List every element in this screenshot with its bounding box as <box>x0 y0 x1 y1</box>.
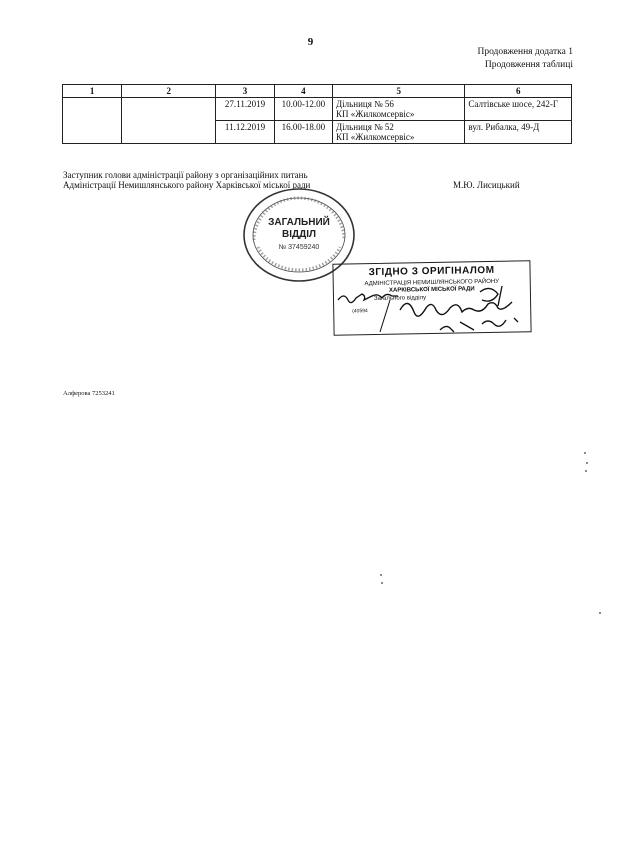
column-header: 5 <box>333 85 465 98</box>
site-org: КП «Жилкомсервіс» <box>336 109 415 119</box>
footer-note: Алферова 7253241 <box>63 390 115 397</box>
stamp-box-line1: АДМІНІСТРАЦІЯ НЕМИШЛЯНСЬКОГО РАЙОНУ <box>364 278 500 288</box>
stamp-box-line3: Загального відділу <box>373 295 427 303</box>
continuation-table: Продовження таблиці <box>484 60 573 70</box>
address-cell: Салтівське шосе, 242-Г <box>465 98 572 121</box>
date-cell: 27.11.2019 <box>216 98 274 121</box>
stamp-round-number: № 37459240 <box>278 244 320 251</box>
site-name: Дільниця № 52 <box>336 122 394 132</box>
stamp-round-line1: ЗАГАЛЬНИЙ <box>268 217 330 228</box>
column-header: 6 <box>465 85 572 98</box>
site-cell <box>333 121 465 144</box>
time-cell: 16.00-18.00 <box>274 121 332 144</box>
stamp-box-line2: ХАРКІВСЬКОЇ МІСЬКОЇ РАДИ <box>388 286 475 294</box>
column-header: 3 <box>216 85 274 98</box>
site-cell <box>333 98 465 121</box>
stamp-box-code: (40594 <box>352 308 368 315</box>
stamp-box-title: ЗГІДНО З ОРИГІНАЛОМ <box>368 264 495 279</box>
scan-speck <box>586 462 588 464</box>
handwritten-signature <box>330 280 540 340</box>
scan-speck <box>599 612 601 614</box>
table-header-row <box>63 85 572 98</box>
site-org: КП «Жилкомсервіс» <box>336 132 415 142</box>
scan-speck <box>380 574 382 576</box>
stamp-round-line2: ВІДДІЛ <box>281 229 317 240</box>
signatory-position-line1: Заступник голови адміністрації району з організаційних питань <box>63 170 308 180</box>
date-cell: 11.12.2019 <box>216 121 274 144</box>
time-cell: 10.00-12.00 <box>274 98 332 121</box>
column-header: 1 <box>63 85 122 98</box>
signatory-position-line2: Адміністрації Немишлянського району Харківської міської ради <box>63 180 311 190</box>
scan-speck <box>381 582 383 584</box>
address-cell: вул. Рибалка, 49-Д <box>465 121 572 144</box>
table-row <box>63 98 572 121</box>
signatory-name: М.Ю. Лисицький <box>453 180 520 190</box>
site-name: Дільниця № 56 <box>336 99 394 109</box>
scan-speck <box>584 452 586 454</box>
table-cell-empty <box>122 98 216 144</box>
page-number: 9 <box>307 36 314 48</box>
column-header: 2 <box>122 85 216 98</box>
table-cell-empty <box>63 98 122 144</box>
schedule-table <box>62 84 572 144</box>
column-header: 4 <box>274 85 332 98</box>
scan-speck <box>585 470 587 472</box>
continuation-appendix: Продовження додатка 1 <box>477 47 573 57</box>
